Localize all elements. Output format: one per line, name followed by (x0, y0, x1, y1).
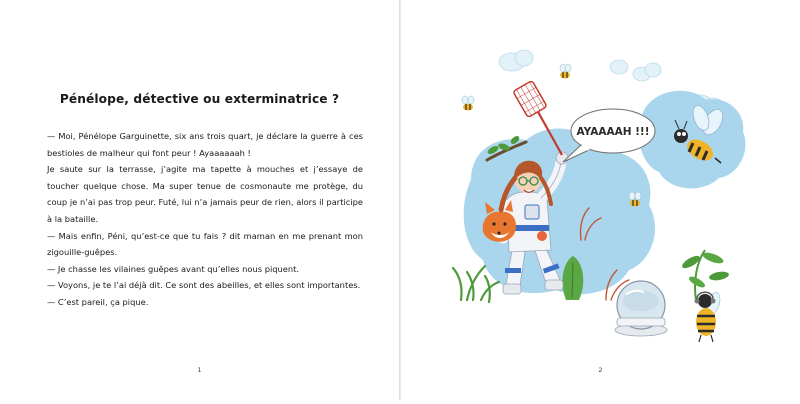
speech-bubble-text: AYAAAAH !!! (576, 126, 650, 138)
bee-icon (462, 96, 474, 111)
paragraph: — Je chasse les vilaines guêpes avant qu’elles nous piquent. (47, 263, 300, 274)
illustration (401, 0, 800, 400)
left-page (0, 0, 399, 400)
sky-blob (639, 91, 746, 189)
bee-icon (560, 64, 571, 79)
page-number: 2 (598, 366, 603, 374)
paragraph: — Voyons, je te l’ai déjà dit. Ce sont des abeilles, et elles sont importantes. (47, 280, 361, 291)
bee-icon (695, 291, 723, 342)
paragraph: Je saute sur la terrasse, j’agite ma tapette à mouches et j’essaye de toucher quelque chose. Ma super tenue de cosmonaute me protège, du coup je n’ai pas trop peur. Futé, lui n’a jamais peur de rien, alors il participe à la bataille. (47, 164, 363, 224)
page-title: Pénélope, détective ou exterminatrice ? (59, 92, 340, 106)
paragraph: — C’est pareil, ça pique. (47, 296, 149, 307)
helmet (615, 281, 667, 336)
right-page (401, 0, 800, 400)
page-number: 1 (197, 366, 202, 374)
story-text (47, 128, 363, 311)
paragraph: — Moi, Pénélope Garguinette, six ans trois quart, je déclare la guerre à ces bestioles de malheur qui font peur ! Ayaaaaaah ! (47, 131, 363, 158)
paragraph: — Mais enfin, Péni, qu’est-ce que tu fais ? dit maman en me prenant mon zigouille-guêpes. (47, 230, 363, 258)
